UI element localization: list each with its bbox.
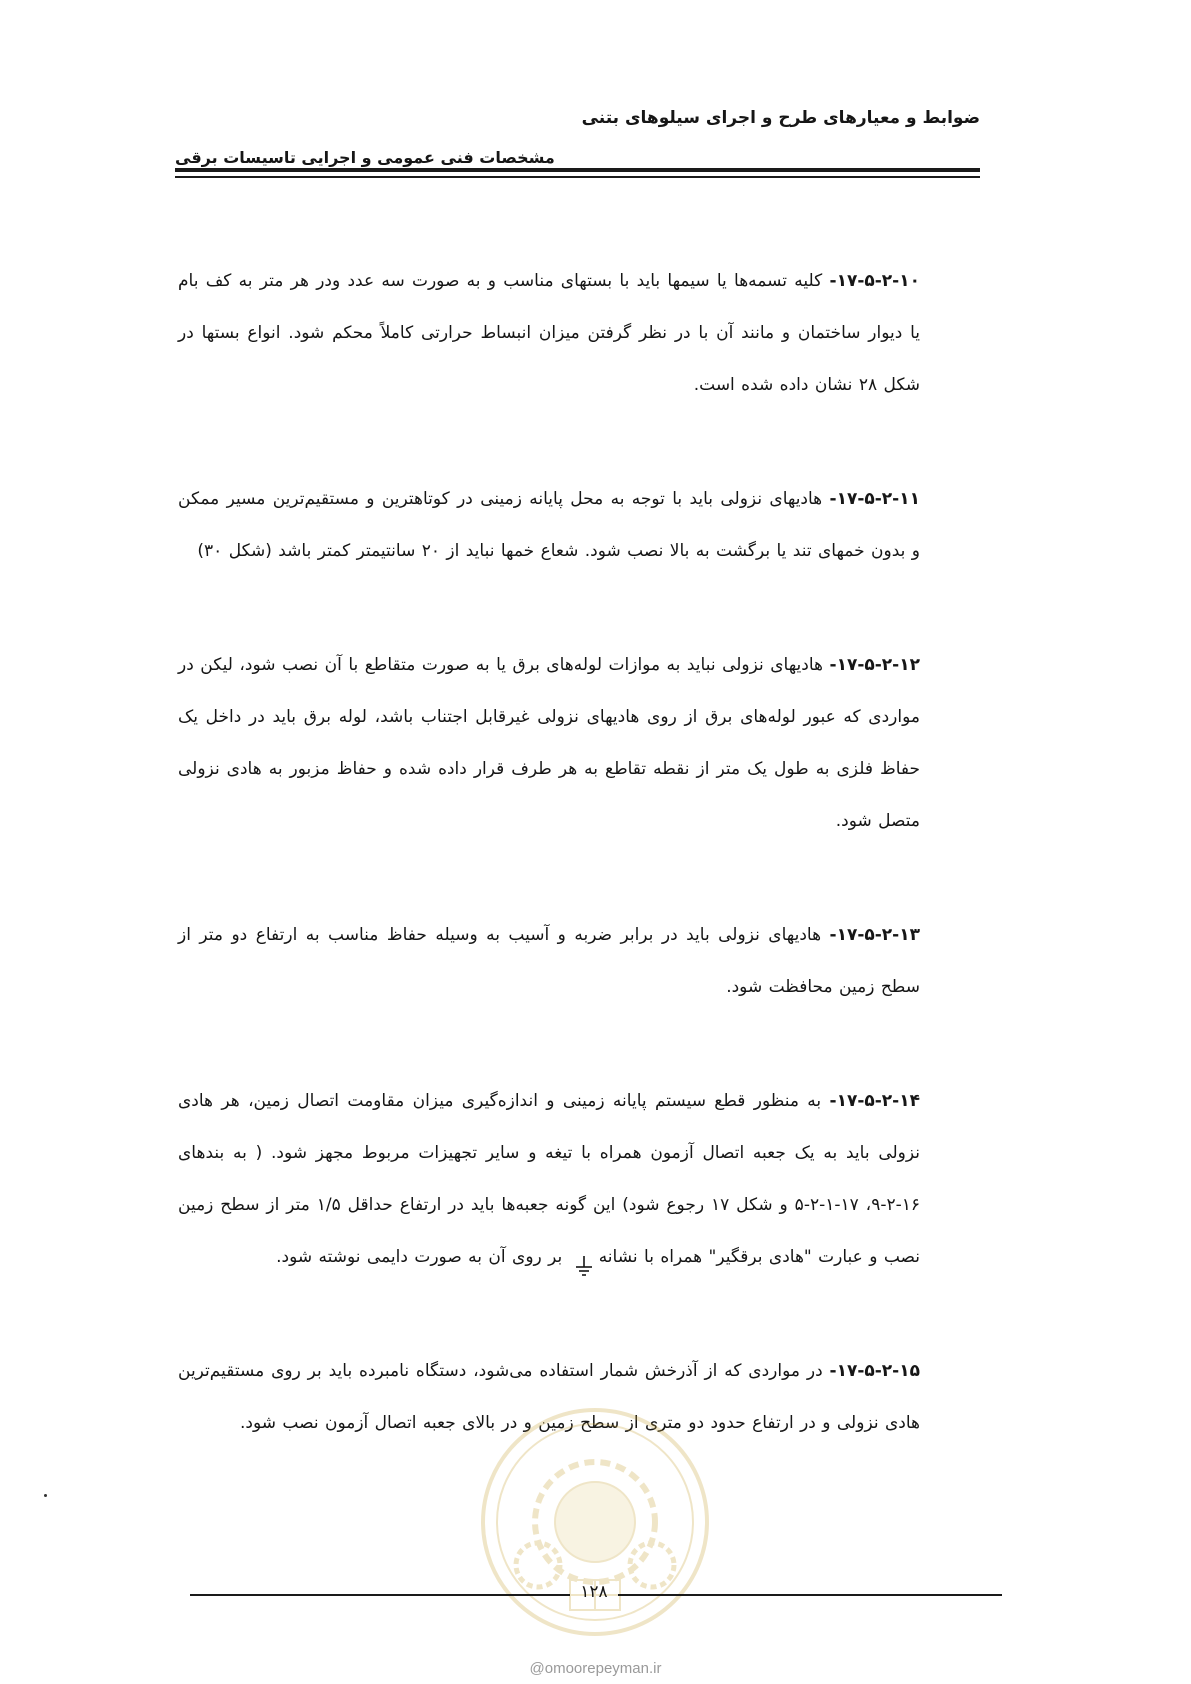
paragraph-text: در مواردی که از آذرخش شمار استفاده می‌شود، دستگاه نامبرده باید بر روی مستقیم‌ترین هادی نزولی و در ارتفاع حدود دو متری از سطح زمین و در بالای جعبه اتصال آزمون نصب شود. — [178, 1361, 920, 1433]
section-number: ۱۷-۵-۲-۱۲- — [829, 655, 920, 675]
header-subtitle: مشخصات فنی عمومی و اجرایی تاسیسات برقی — [175, 148, 555, 167]
page-footer — [190, 1582, 1002, 1606]
header-rule-thick — [175, 168, 980, 172]
paragraph-section-10 — [178, 255, 920, 411]
paragraph-section-11 — [178, 473, 920, 577]
footer-rule-right — [618, 1594, 1002, 1596]
paragraph-text: کلیه تسمه‌ها یا سیمها باید با بستهای مناسب و به صورت سه عدد ودر هر متر به کف بام یا دیوار ساختمان و مانند آن با در نظر گرفتن میزان انبساط حرارتی کاملاً محکم شود. انواع بستها در شکل ۲۸ نشان داده شده است. — [178, 271, 920, 395]
paragraph-text: هادیهای نزولی نباید به موازات لوله‌های برق یا به صورت متقاطع با آن نصب شود، لیکن در مواردی که عبور لوله‌های برق از روی هادیهای نزولی غیرقابل اجتناب باشد، لوله برق باید در داخل یک حفاظ فلزی به طول یک متر از نقطه تقاطع به هر طرف قرار داده شده و حفاظ مزبور به هادی نزولی متصل شود. — [178, 655, 920, 831]
header-title: ضوابط و معیارهای طرح و اجرای سیلوهای بتنی — [581, 108, 980, 128]
section-number: ۱۷-۵-۲-۱۵- — [829, 1361, 920, 1381]
header-rule-thin — [175, 176, 980, 178]
paragraph-section-12 — [178, 639, 920, 847]
section-number: ۱۷-۵-۲-۱۰- — [829, 271, 920, 291]
scan-speck — [44, 1494, 47, 1497]
paragraph-text: هادیهای نزولی باید با توجه به محل پایانه زمینی در کوتاهترین و مستقیم‌ترین مسیر ممکن و بدون خمهای تند یا برگشت به بالا نصب شود. شعاع خمها نباید از ۲۰ سانتیمتر کمتر باشد (شکل ۳۰) — [178, 489, 920, 561]
section-number: ۱۷-۵-۲-۱۱- — [829, 489, 920, 509]
document-body — [178, 255, 920, 1449]
page-header — [175, 108, 980, 167]
footer-rule-left — [190, 1594, 570, 1596]
paragraph-text: هادیهای نزولی باید در برابر ضربه و آسیب به وسیله حفاظ مناسب به ارتفاع دو متر از سطح زمین محافظت شود. — [178, 925, 920, 997]
page-number: ۱۲۸ — [580, 1582, 608, 1602]
paragraph-section-13 — [178, 909, 920, 1013]
section-number: ۱۷-۵-۲-۱۴- — [829, 1091, 920, 1111]
ground-symbol-icon — [573, 1246, 595, 1268]
paragraph-section-14 — [178, 1075, 920, 1283]
site-watermark-text: @omoorepeyman.ir — [529, 1660, 662, 1677]
paragraph-text-continued: بر روی آن به صورت دایمی نوشته شود. — [276, 1247, 569, 1267]
paragraph-text: به منظور قطع سیستم پایانه زمینی و اندازه‌گیری میزان مقاومت اتصال زمین، هر هادی نزولی باید به یک جعبه اتصال آزمون همراه با تیغه و سایر تجهیزات مربوط مجهز شود. ( به بندهای ۱۶-۲-۹، ۱۷-۱-۲-۵ و شکل ۱۷ رجوع شود) این گونه جعبه‌ها باید در ارتفاع حداقل ۱/۵ متر از سطح زمین نصب و عبارت "هادی برقگیر" همراه با نشانه — [178, 1091, 921, 1267]
section-number: ۱۷-۵-۲-۱۳- — [829, 925, 920, 945]
